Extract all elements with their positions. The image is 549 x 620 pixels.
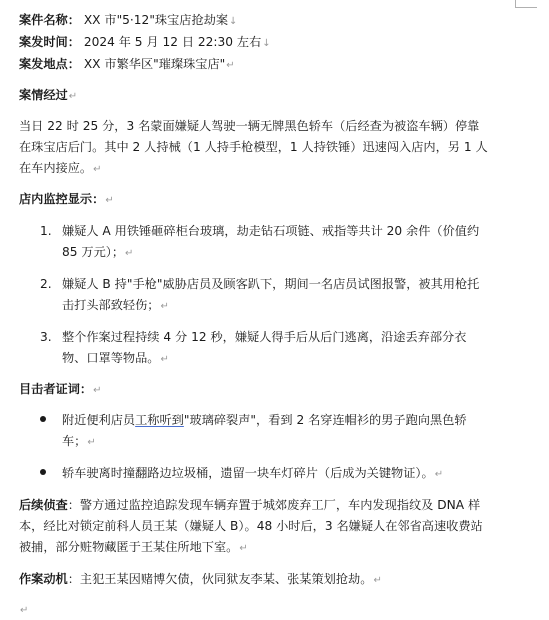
underlined-text: 工称听到 (135, 413, 184, 427)
followup-line: 后续侦查：警方通过监控追踪发现车辆弃置于城郊废弃工厂，车内发现指纹及 DNA 样 (19, 498, 481, 512)
case-time-line: 案发时间： 2024 年 5 月 12 日 22:30 左右↓ (19, 35, 271, 49)
page-corner-mark (515, 0, 537, 8)
paragraph-mark: ↵ (239, 543, 248, 554)
case-text-line: 在珠宝店后门。其中 2 人持械（1 人持手枪模型，1 人持铁锤）迅速闯入店内，另 1 人 (19, 140, 488, 154)
witness-item-text: 轿车驶离时撞翻路边垃圾桶，遗留一块车灯碎片（后成为关键物证）。↵ (62, 466, 444, 480)
case-place-value: XX 市繁华区"璀璨珠宝店" (83, 57, 226, 71)
paragraph-mark: ↵ (434, 469, 444, 480)
case-place-label: 案发地点 (19, 57, 68, 71)
case-place-line: 案发地点： XX 市繁华区"璀璨珠宝店"↵ (19, 57, 235, 71)
paragraph-mark: ↵ (373, 575, 382, 586)
paragraph-mark: ↵ (105, 195, 114, 206)
list-item-text: 击打头部致轻伤；↵ (62, 298, 169, 312)
paragraph-mark: ↵ (93, 385, 102, 396)
case-heading: 案情经过 (19, 88, 68, 102)
followup-line: 被捕，部分赃物藏匿于王某住所地下室。↵ (19, 540, 248, 554)
paragraph-mark: ↵ (160, 301, 169, 312)
witness-heading: 目击者证词： (19, 382, 93, 396)
witness-heading-line (19, 380, 102, 400)
case-name-label: 案件名称 (19, 13, 68, 27)
cctv-heading-line (19, 190, 114, 210)
list-item-text: 嫌疑人 B 持"手枪"威胁店员及顾客趴下，期间一名店员试图报警，被其用枪托 (62, 277, 480, 291)
case-name-line: 案件名称： XX 市"5·12"珠宝店抢劫案↓ (19, 13, 238, 27)
cctv-heading: 店内监控显示： (19, 192, 105, 206)
list-number: 2. (40, 277, 52, 291)
witness-item-text: 附近便利店员工称听到"玻璃碎裂声"，看到 2 名穿连帽衫的男子跑向黑色轿 (62, 413, 467, 427)
paragraph-mark: ↵ (226, 60, 235, 71)
paragraph-mark: ↵ (160, 354, 169, 365)
bullet-dot (40, 469, 46, 475)
bullet-dot (40, 416, 46, 422)
paragraph-mark: ↵ (125, 248, 134, 259)
paragraph-mark: ↵ (87, 437, 96, 448)
list-item-text: 嫌疑人 A 用铁锤砸碎柜台玻璃，劫走钻石项链、戒指等共计 20 余件（价值约 (62, 224, 480, 238)
list-item-text: 85 万元）；↵ (62, 245, 134, 259)
case-text-line: 在车内接应。↵ (19, 161, 102, 175)
paragraph-mark: ↵ (93, 164, 102, 175)
followup-line: 本，经比对锁定前科人员王某（嫌疑人 B）。48 小时后，3 名嫌疑人在邻省高速收费站 (19, 519, 483, 533)
list-item-text: 整个作案过程持续 4 分 12 秒，嫌疑人得手后从后门逃离，沿途丢弃部分衣 (62, 330, 467, 344)
paragraph-mark: ↵ (20, 605, 29, 616)
witness-item-text: 车；↵ (62, 434, 96, 448)
list-number: 3. (40, 330, 52, 344)
empty-paragraph (19, 600, 28, 620)
line-break-mark: ↓ (262, 38, 271, 49)
case-heading-line (19, 86, 77, 106)
motive-line: 作案动机：主犯王某因赌博欠债，伙同狱友李某、张某策划抢劫。↵ (19, 572, 382, 586)
case-time-value: 2024 年 5 月 12 日 22:30 左右 (83, 35, 262, 49)
line-break-mark: ↓ (229, 16, 238, 27)
followup-label: 后续侦查 (19, 498, 68, 512)
list-number: 1. (40, 224, 52, 238)
list-item-text: 物、口罩等物品。↵ (62, 351, 169, 365)
paragraph-mark: ↵ (68, 91, 78, 102)
case-time-label: 案发时间 (19, 35, 68, 49)
case-name-value: XX 市"5·12"珠宝店抢劫案 (83, 13, 229, 27)
motive-label: 作案动机 (19, 572, 68, 586)
case-text-line: 当日 22 时 25 分，3 名蒙面嫌疑人驾驶一辆无牌黑色轿车（后经查为被盗车辆）停靠 (19, 119, 480, 133)
